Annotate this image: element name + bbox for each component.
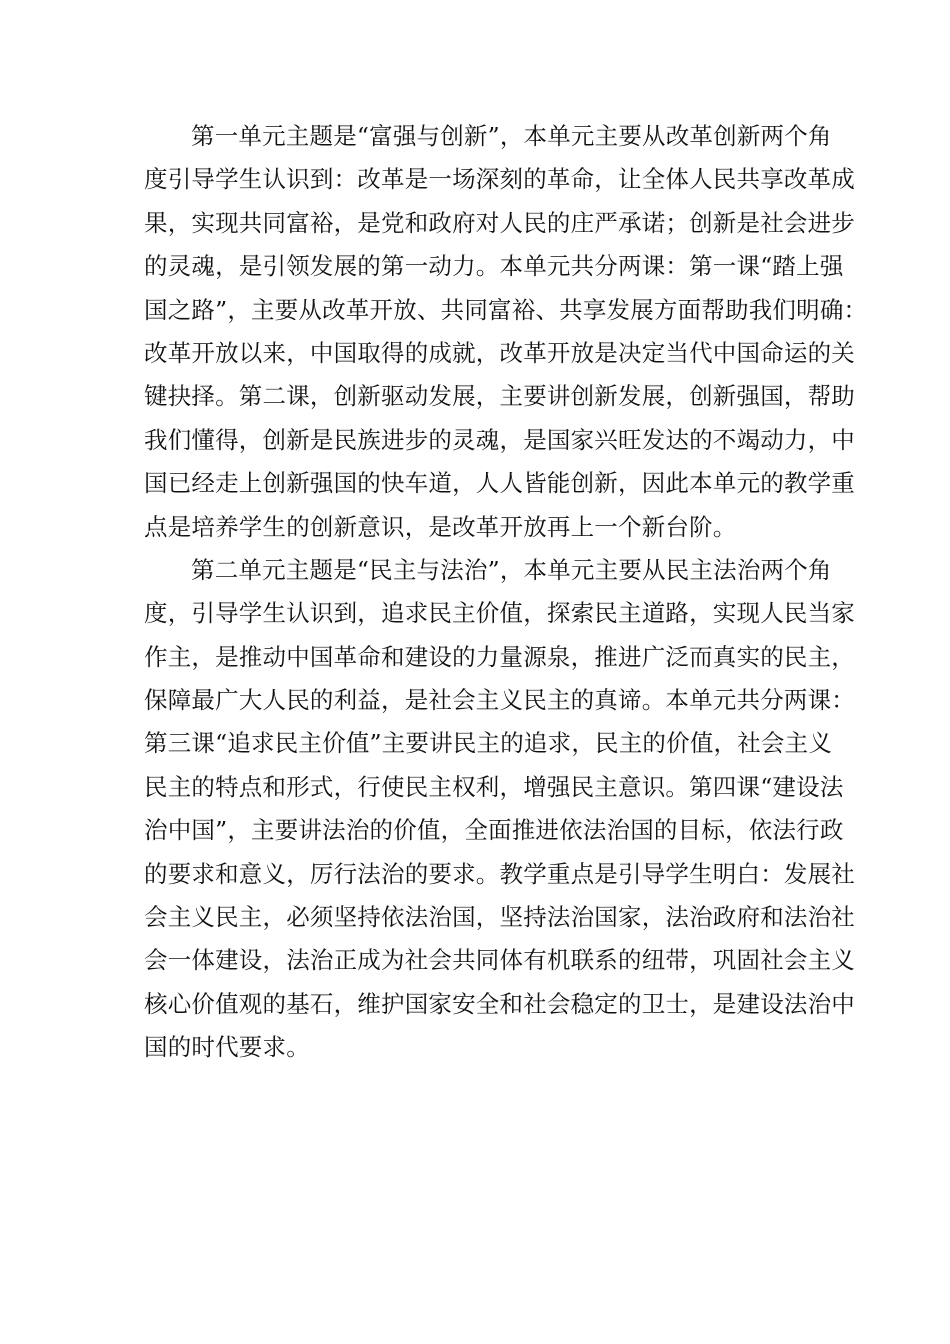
document-body bbox=[144, 115, 868, 1070]
paragraph-line: 键抉择。第二课，创新驱动发展，主要讲创新发展，创新强国，帮助 bbox=[144, 382, 855, 411]
paragraph-line: 果，实现共同富裕，是党和政府对人民的庄严承诺；创新是社会进步 bbox=[144, 208, 855, 237]
paragraph-line: 保障最广大人民的利益，是社会主义民主的真谛。本单元共分两课： bbox=[144, 686, 855, 715]
paragraph-line: 我们懂得，创新是民族进步的灵魂，是国家兴旺发达的不竭动力，中 bbox=[144, 425, 855, 454]
paragraph-line: 的灵魂，是引领发展的第一动力。本单元共分两课：第一课“踏上强 bbox=[144, 252, 844, 281]
paragraph-unit-two bbox=[144, 549, 855, 1070]
paragraph-line: 民主的特点和形式，行使民主权利，增强民主意识。第四课“建设法 bbox=[144, 772, 844, 801]
paragraph-line: 国之路”，主要从改革开放、共同富裕、共享发展方面帮助我们明确： bbox=[144, 295, 868, 324]
paragraph-line: 度，引导学生认识到，追求民主价值，探索民主道路，实现人民当家 bbox=[144, 599, 855, 628]
paragraph-line: 作主，是推动中国革命和建设的力量源泉，推进广泛而真实的民主， bbox=[144, 642, 855, 671]
paragraph-unit-one bbox=[144, 115, 868, 549]
paragraph-line: 核心价值观的基石，维护国家安全和社会稳定的卫士，是建设法治中 bbox=[144, 989, 855, 1018]
paragraph-line: 会主义民主，必须坚持依法治国，坚持法治国家，法治政府和法治社 bbox=[144, 903, 855, 932]
paragraph-line: 点是培养学生的创新意识，是改革开放再上一个新台阶。 bbox=[144, 512, 737, 541]
paragraph-line: 度引导学生认识到：改革是一场深刻的革命，让全体人民共享改革成 bbox=[144, 165, 855, 194]
paragraph-line: 第一单元主题是“富强与创新”，本单元主要从改革创新两个角 bbox=[191, 122, 832, 150]
paragraph-line: 治中国”，主要讲法治的价值，全面推进依法治国的目标，依法行政 bbox=[144, 816, 844, 845]
paragraph-line: 国已经走上创新强国的快车道，人人皆能创新，因此本单元的教学重 bbox=[144, 469, 855, 498]
paragraph-line: 会一体建设，法治正成为社会共同体有机联系的纽带，巩固社会主义 bbox=[144, 946, 855, 975]
paragraph-line: 的要求和意义，厉行法治的要求。教学重点是引导学生明白：发展社 bbox=[144, 859, 855, 888]
paragraph-line: 国的时代要求。 bbox=[144, 1033, 310, 1062]
paragraph-line: 第二单元主题是“民主与法治”，本单元主要从民主法治两个角 bbox=[191, 555, 832, 584]
paragraph-line: 第三课“追求民主价值”主要讲民主的追求，民主的价值，社会主义 bbox=[144, 729, 833, 758]
paragraph-line: 改革开放以来，中国取得的成就，改革开放是决定当代中国命运的关 bbox=[144, 338, 855, 367]
